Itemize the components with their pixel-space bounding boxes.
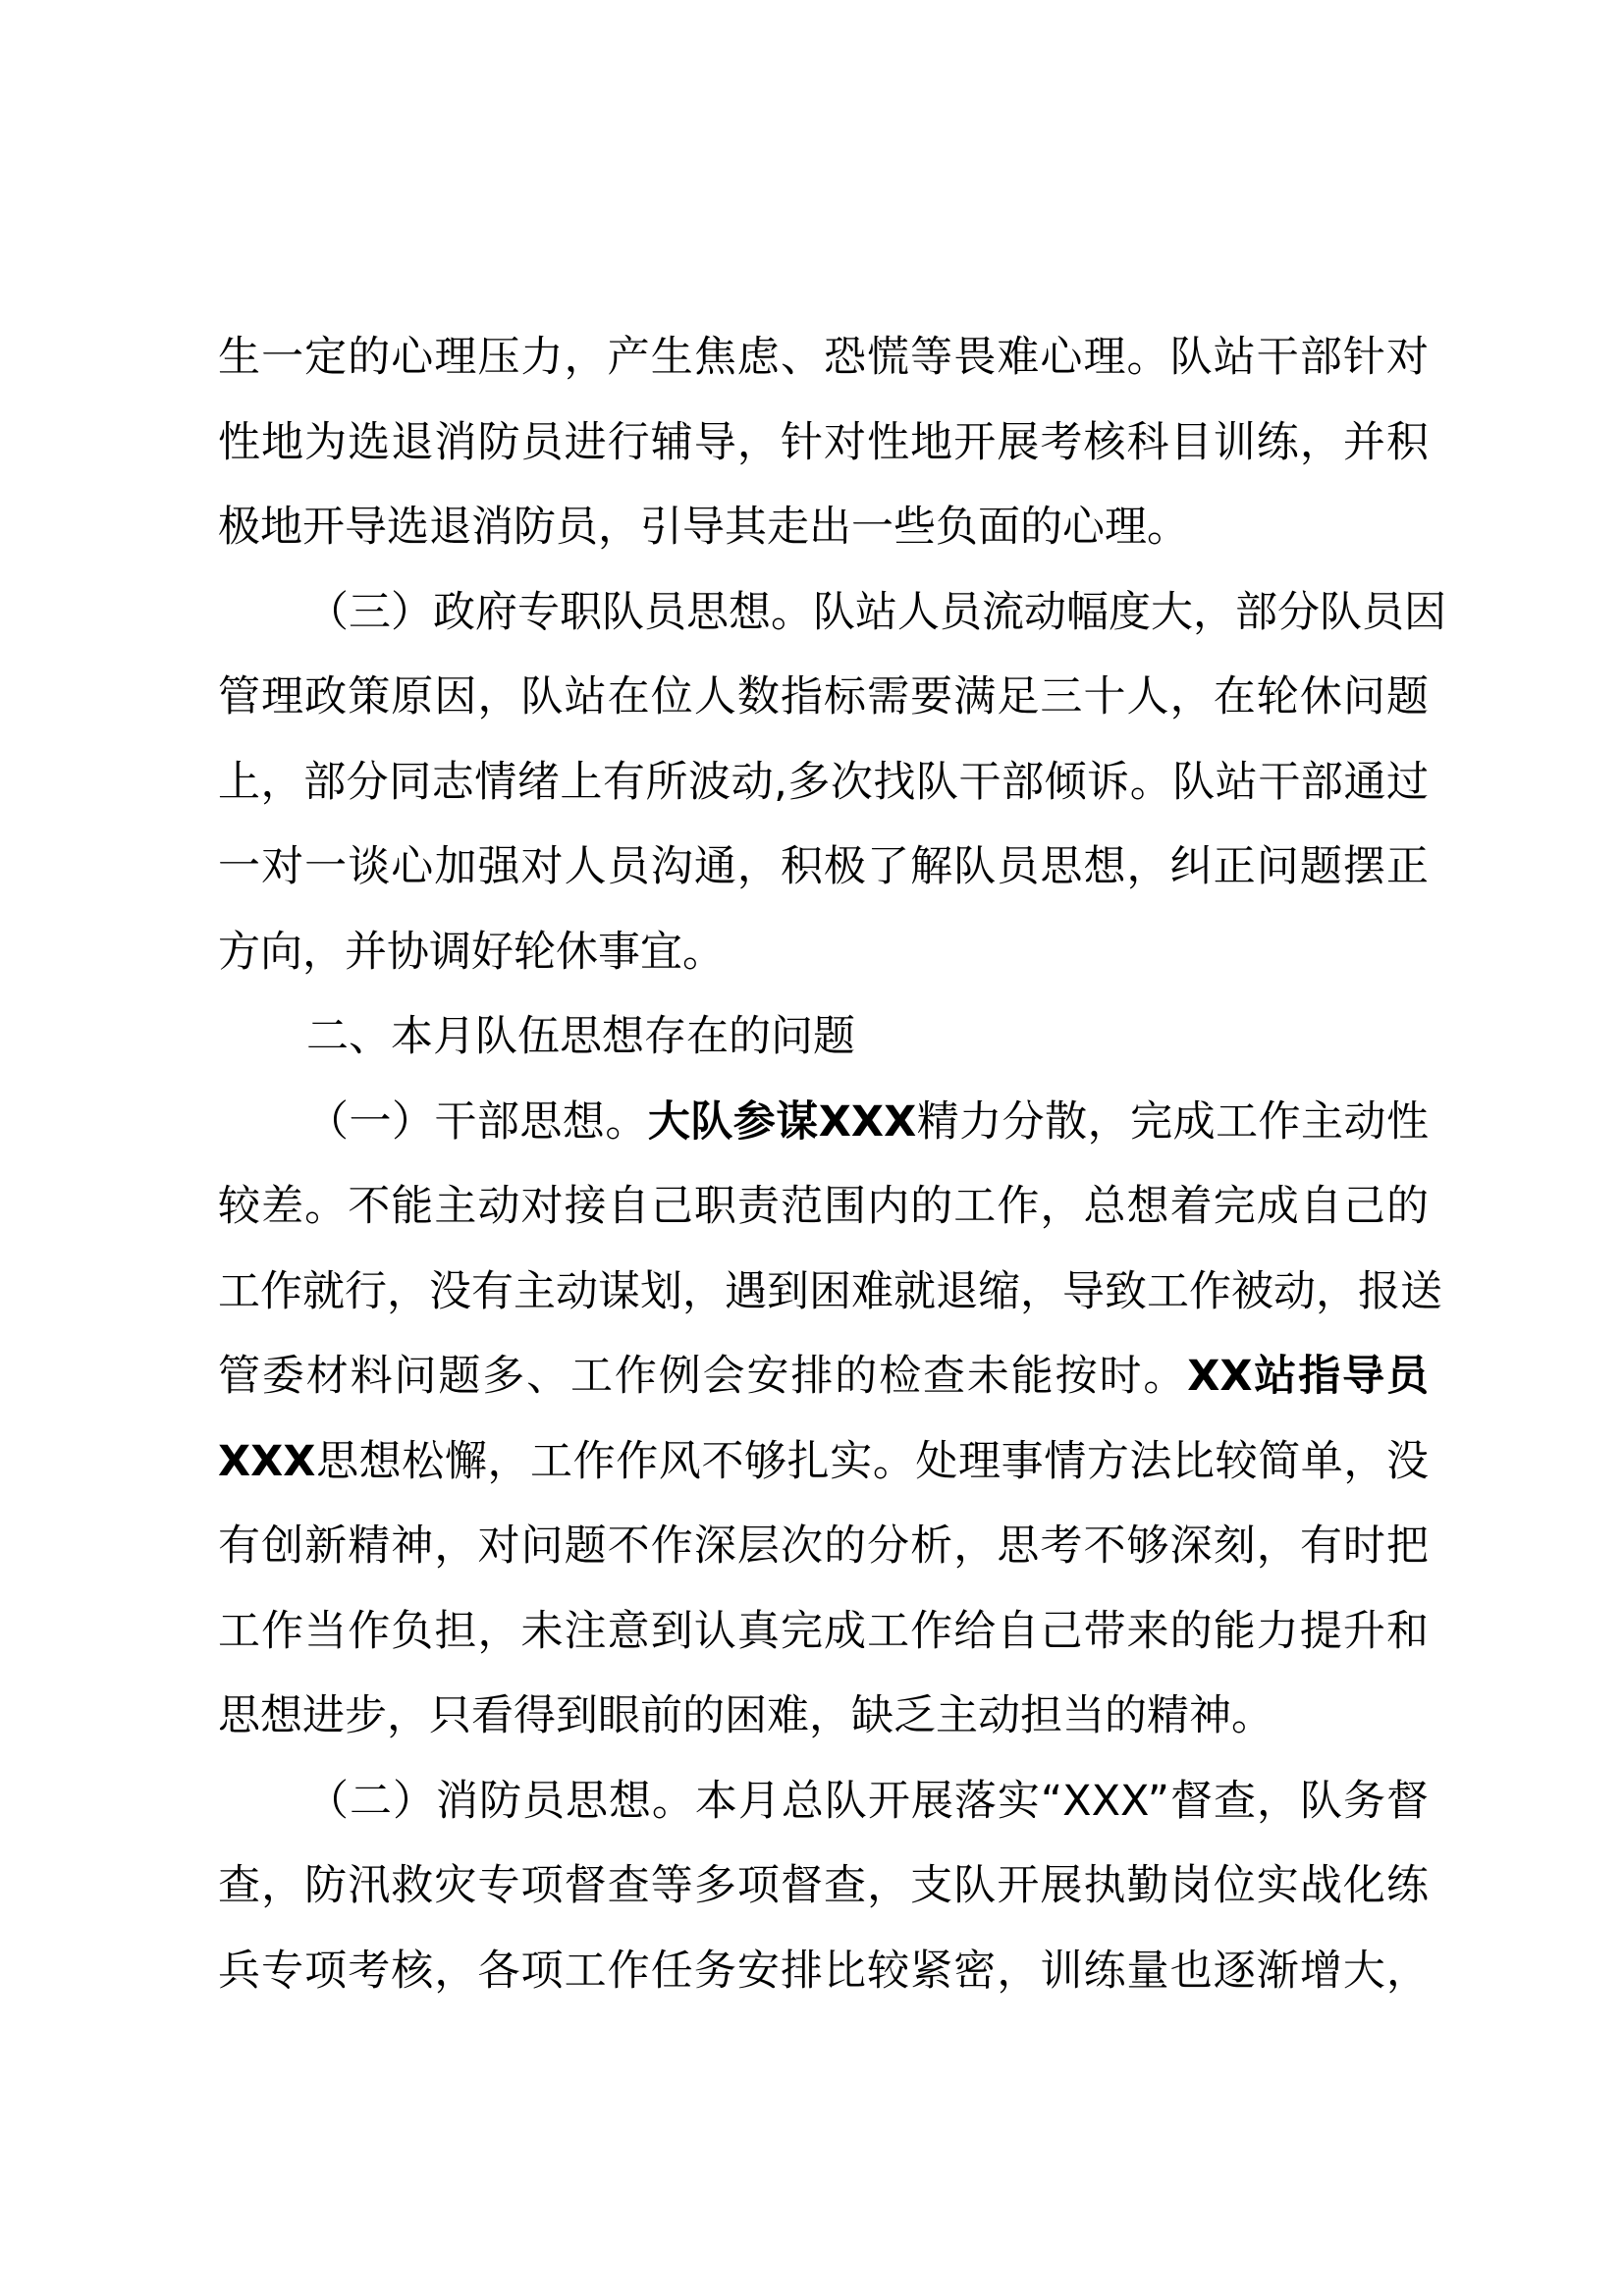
text-segment: 性地为选退消防员进行辅导，针对性地开展考核科目训练，并积	[218, 417, 1429, 467]
text-segment: 查，防汛救灾专项督查等多项督查，支队开展执勤岗位实战化练	[218, 1861, 1429, 1910]
text-line	[218, 1602, 1429, 1661]
text-segment: 上，部分同志情绪上有所波动,多次找队干部倾诉。队站干部通过	[218, 757, 1429, 807]
text-line	[218, 1942, 1429, 2001]
text-segment: 二、本月队伍思想存在的问题	[306, 1012, 855, 1061]
text-segment: 生一定的心理压力，产生焦虑、恐慌等畏难心理。队站干部针对	[218, 333, 1429, 382]
text-line	[306, 1007, 1429, 1066]
text-segment: 兵专项考核，各项工作任务安排比较紧密，训练量也逐渐增大，	[218, 1946, 1429, 1996]
text-segment: 精力分散，完成工作主动性	[916, 1096, 1429, 1147]
text-segment: 工作当作负担，未注意到认真完成工作给自己带来的能力提升和	[218, 1606, 1429, 1656]
text-segment: 有创新精神，对问题不作深层次的分析，思考不够深刻，有时把	[218, 1522, 1429, 1571]
text-line	[218, 753, 1429, 812]
text-line	[218, 1347, 1429, 1406]
text-line	[218, 498, 1429, 557]
text-segment: 方向，并协调好轮休事宜。	[218, 927, 725, 977]
text-line	[218, 667, 1429, 726]
text-line	[306, 1093, 1429, 1151]
bold-text-segment: XXX	[218, 1436, 316, 1486]
text-segment: 较差。不能主动对接自己职责范围内的工作，总想着完成自己的	[218, 1182, 1429, 1231]
text-segment: 一对一谈心加强对人员沟通，积极了解队员思想，纠正问题摆正	[218, 842, 1429, 891]
text-segment: 思想进步，只看得到眼前的困难，缺乏主动担当的精神。	[218, 1691, 1273, 1740]
text-segment: （一）干部思想。	[306, 1096, 648, 1147]
text-segment: 管理政策原因，队站在位人数指标需要满足三十人，在轮休问题	[218, 672, 1429, 721]
text-line	[218, 923, 1429, 982]
text-line	[218, 1686, 1429, 1745]
bold-text-segment: 大队参谋XXX	[647, 1096, 917, 1147]
text-line	[306, 583, 1446, 642]
text-line	[218, 328, 1429, 387]
text-segment: 工作就行，没有主动谋划，遇到困难就退缩，导致工作被动，报送	[218, 1266, 1442, 1316]
text-segment: 思想松懈，工作作风不够扎实。处理事情方法比较简单，没	[315, 1436, 1429, 1486]
text-line	[306, 1772, 1429, 1831]
text-segment: 管委材料问题多、工作例会安排的检查未能按时。	[218, 1352, 1188, 1401]
text-segment: （三）政府专职队员思想。队站人员流动幅度大，部分队员因	[306, 587, 1446, 637]
text-line	[218, 1262, 1442, 1321]
text-line	[218, 1856, 1429, 1915]
text-segment: （二）消防员思想。本月总队开展落实“XXX”督查，队务督	[306, 1776, 1429, 1826]
text-line	[218, 1177, 1429, 1236]
text-line	[218, 1432, 1429, 1491]
text-segment: 极地开导选退消防员，引导其走出一些负面的心理。	[218, 503, 1189, 552]
text-line	[218, 413, 1429, 472]
text-line	[218, 1517, 1429, 1575]
bold-text-segment: XX站指导员	[1187, 1352, 1429, 1401]
text-line	[218, 837, 1429, 896]
